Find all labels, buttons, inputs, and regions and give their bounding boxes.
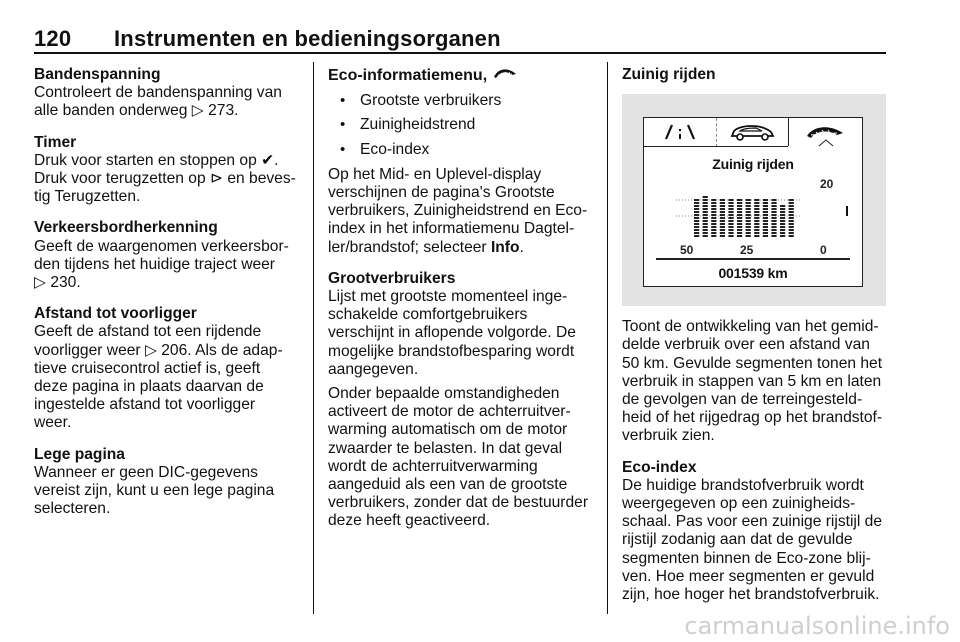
dic-screen bbox=[643, 117, 863, 287]
text-line: delde verbruik over een afstand van bbox=[622, 336, 870, 354]
text-line: ▷ 230. bbox=[34, 274, 81, 292]
bar-segment bbox=[780, 211, 785, 213]
section-heading-zuinig-rijden: Zuinig rijden bbox=[622, 66, 716, 83]
bar-segment bbox=[711, 208, 716, 210]
bar-segment bbox=[771, 205, 776, 207]
section bbox=[34, 219, 300, 292]
text-line: schakelde comfortgebruikers bbox=[328, 306, 528, 324]
bar-segment bbox=[746, 214, 751, 216]
histogram-bar bbox=[780, 205, 785, 237]
bar-segment bbox=[711, 205, 716, 207]
bar-segment bbox=[703, 196, 708, 198]
bar-segment bbox=[746, 232, 751, 234]
bar-segment bbox=[728, 235, 733, 237]
text-line: tig Terugzetten. bbox=[34, 188, 141, 206]
text-line: ven. Hoe meer segmenten er gevuld bbox=[622, 567, 875, 585]
bar-segment bbox=[728, 226, 733, 228]
histogram-bar bbox=[754, 199, 759, 237]
section-heading-eco-menu bbox=[328, 66, 594, 85]
list-item: • Grootste verbruikers bbox=[328, 92, 594, 110]
bar-segment bbox=[694, 214, 699, 216]
footer-watermark: carmanualsonline.info bbox=[684, 612, 950, 640]
text-line: heid of het rijgedrag op het brandstof- bbox=[622, 409, 883, 427]
bar-segment bbox=[789, 235, 794, 237]
bar-segment bbox=[711, 232, 716, 234]
bar-segment bbox=[763, 235, 768, 237]
bar-segment bbox=[771, 199, 776, 201]
bar-segment bbox=[728, 229, 733, 231]
text-line: segmenten binnen de Eco-zone blij- bbox=[622, 549, 871, 567]
bar-segment bbox=[720, 223, 725, 225]
header-rule bbox=[34, 52, 886, 54]
bar-segment bbox=[703, 208, 708, 210]
text-line: Op het Mid- en Uplevel-display bbox=[328, 165, 542, 183]
text-line: Geeft de afstand tot een rijdende bbox=[34, 323, 262, 341]
bar-segment bbox=[746, 226, 751, 228]
text-line: De huidige brandstofverbruik wordt bbox=[622, 476, 864, 494]
text-line: wordt de achterruitverwarming bbox=[328, 457, 538, 475]
odometer-readout: 001539 km bbox=[718, 265, 788, 282]
list-item: • Eco-index bbox=[328, 141, 594, 159]
bar-segment bbox=[737, 223, 742, 225]
bar-segment bbox=[728, 199, 733, 201]
text-line: warming automatisch om de motor bbox=[328, 421, 568, 439]
text-line: zijn, hoe hoger het brandstofverbruik. bbox=[622, 586, 880, 604]
histogram-bar bbox=[737, 199, 742, 237]
bar-segment bbox=[737, 214, 742, 216]
text-line: Druk voor terugzetten op ⊳ en beves- bbox=[34, 170, 296, 188]
bar-segment bbox=[754, 199, 759, 201]
bar-segment bbox=[728, 214, 733, 216]
section bbox=[34, 446, 300, 519]
text-line: weergegeven op een zuinigheids- bbox=[622, 495, 856, 513]
bar-segment bbox=[763, 223, 768, 225]
bar-segment bbox=[780, 229, 785, 231]
bar-segment bbox=[720, 229, 725, 231]
text-line: deze pagina in plaats daarvan de bbox=[34, 378, 264, 396]
bar-segment bbox=[728, 217, 733, 219]
bar-segment bbox=[703, 235, 708, 237]
histogram-bar bbox=[711, 199, 716, 237]
eco-leaf-icon bbox=[788, 118, 863, 146]
text-line: Druk voor starten en stoppen op ✔. bbox=[34, 151, 279, 169]
bar-segment bbox=[789, 211, 794, 213]
text-line: vereist zijn, kunt u een lege pagina bbox=[34, 482, 275, 500]
bar-segment bbox=[780, 232, 785, 234]
intro-paragraph bbox=[328, 166, 594, 257]
car-icon bbox=[716, 118, 788, 147]
bar-segment bbox=[694, 220, 699, 222]
bar-segment bbox=[737, 199, 742, 201]
bar-segment bbox=[703, 229, 708, 231]
bar-segment bbox=[763, 211, 768, 213]
bar-segment bbox=[737, 232, 742, 234]
bar-segment bbox=[728, 205, 733, 207]
bar-segment bbox=[789, 199, 794, 201]
text-span: ler/brandstof; selecteer bbox=[328, 238, 491, 256]
bar-segment bbox=[728, 232, 733, 234]
bar-segment bbox=[694, 202, 699, 204]
bar-segment bbox=[771, 232, 776, 234]
bar-segment bbox=[720, 232, 725, 234]
text-line: verschijnen de pagina's Grootste bbox=[328, 184, 555, 202]
bar-segment bbox=[780, 235, 785, 237]
bar-segment bbox=[746, 229, 751, 231]
bar-segment bbox=[746, 217, 751, 219]
text-line: tieve cruisecontrol actief is, geeft bbox=[34, 359, 261, 377]
bar-segment bbox=[754, 205, 759, 207]
bar-segment bbox=[703, 223, 708, 225]
bar-segment bbox=[737, 229, 742, 231]
column-middle bbox=[328, 66, 594, 544]
bar-segment bbox=[703, 211, 708, 213]
bar-segment bbox=[703, 205, 708, 207]
bar-segment bbox=[763, 214, 768, 216]
bar-segment bbox=[720, 226, 725, 228]
bar-segment bbox=[746, 205, 751, 207]
bar-segment bbox=[720, 199, 725, 201]
axis-tick-label: 0 bbox=[820, 243, 827, 257]
text-line: Geeft de waargenomen verkeersbor- bbox=[34, 237, 289, 255]
heading-text: Eco-informatiemenu, bbox=[328, 66, 488, 84]
text-line: de gevolgen van de terreingesteld- bbox=[622, 391, 863, 409]
bar-segment bbox=[780, 220, 785, 222]
section-heading: Bandenspanning bbox=[34, 66, 161, 83]
histogram-bar bbox=[703, 196, 708, 237]
bar-segment bbox=[771, 223, 776, 225]
bar-segment bbox=[754, 208, 759, 210]
text-line: Lijst met grootste momenteel inge- bbox=[328, 288, 568, 306]
bar-segment bbox=[763, 202, 768, 204]
bar-segment bbox=[746, 208, 751, 210]
bar-segment bbox=[789, 202, 794, 204]
eco-leaf-icon bbox=[492, 66, 518, 85]
text-line: Toont de ontwikkeling van het gemid- bbox=[622, 318, 879, 336]
bar-segment bbox=[694, 235, 699, 237]
text-line: schaal. Pas voor een zuinige rijstijl de bbox=[622, 513, 883, 531]
column-right bbox=[622, 66, 890, 617]
section-heading: Eco-index bbox=[622, 458, 697, 476]
bar-segment bbox=[737, 235, 742, 237]
bar-segment bbox=[711, 199, 716, 201]
text-line: Wanneer er geen DIC-gegevens bbox=[34, 463, 258, 481]
bar-segment bbox=[789, 208, 794, 210]
axis-tick-label: 50 bbox=[680, 243, 694, 257]
consumption-histogram bbox=[670, 176, 850, 256]
bar-segment bbox=[720, 235, 725, 237]
bar-segment bbox=[746, 199, 751, 201]
bar-segment bbox=[711, 211, 716, 213]
eco-menu-list bbox=[328, 92, 594, 159]
bar-segment bbox=[703, 226, 708, 228]
bar-segment bbox=[694, 232, 699, 234]
screen-tabs bbox=[644, 118, 862, 146]
bar-segment bbox=[780, 208, 785, 210]
text-line: voorligger weer ▷ 206. Als de adap- bbox=[34, 341, 283, 359]
text-line: deze heeft geactiveerd. bbox=[328, 512, 491, 530]
bar-segment bbox=[771, 214, 776, 216]
text-line: index in het informatiemenu Dagtel- bbox=[328, 220, 575, 238]
bar-segment bbox=[780, 205, 785, 207]
section-heading: Afstand tot voorligger bbox=[34, 305, 197, 323]
bar-segment bbox=[754, 232, 759, 234]
display-illustration bbox=[622, 94, 886, 306]
bar-segment bbox=[720, 208, 725, 210]
column-divider bbox=[313, 62, 314, 614]
bar-segment bbox=[763, 199, 768, 201]
text-line: selecteren. bbox=[34, 500, 111, 518]
text-line: verbruik zien. bbox=[622, 427, 715, 445]
histogram-bar bbox=[763, 199, 768, 237]
bar-segment bbox=[754, 229, 759, 231]
section-eco-index bbox=[622, 459, 890, 605]
column-divider bbox=[607, 62, 608, 614]
bar-segment bbox=[711, 217, 716, 219]
bar-segment bbox=[720, 211, 725, 213]
bar-segment bbox=[703, 214, 708, 216]
text-line: verbruikers, zonder dat de bestuurder bbox=[328, 494, 589, 512]
scroll-indicator bbox=[846, 206, 848, 216]
histogram-bar bbox=[746, 199, 751, 237]
bar-segment bbox=[728, 223, 733, 225]
section bbox=[34, 134, 300, 207]
bar-segment bbox=[763, 205, 768, 207]
text-line: den tijdens het huidige traject weer bbox=[34, 255, 275, 273]
bar-segment bbox=[789, 232, 794, 234]
histogram-bar bbox=[789, 199, 794, 237]
bar-segment bbox=[694, 229, 699, 231]
bar-segment bbox=[703, 217, 708, 219]
section-heading: Lege pagina bbox=[34, 445, 125, 463]
bar-segment bbox=[763, 220, 768, 222]
bar-segment bbox=[771, 235, 776, 237]
bar-segment bbox=[737, 226, 742, 228]
bar-segment bbox=[703, 202, 708, 204]
column-left bbox=[34, 66, 300, 531]
bar-segment bbox=[780, 226, 785, 228]
histogram-bar bbox=[728, 199, 733, 237]
bar-segment bbox=[720, 217, 725, 219]
bar-segment bbox=[771, 211, 776, 213]
bar-segment bbox=[789, 229, 794, 231]
scale-max-label: 20 bbox=[820, 177, 834, 192]
text-span: . bbox=[519, 238, 524, 256]
bar-segment bbox=[711, 202, 716, 204]
bar-segment bbox=[746, 235, 751, 237]
bar-segment bbox=[737, 217, 742, 219]
section bbox=[34, 305, 300, 432]
page-number: 120 bbox=[34, 26, 72, 51]
text-line: verbruikers, Zuinigheidstrend en Eco- bbox=[328, 202, 588, 220]
bar-segment bbox=[780, 214, 785, 216]
bar-segment bbox=[694, 199, 699, 201]
bar-segment bbox=[771, 226, 776, 228]
axis-tick-label: 25 bbox=[740, 243, 754, 257]
text-line: verschijnt in aflopende volgorde. De bbox=[328, 324, 576, 342]
bar-segment bbox=[754, 211, 759, 213]
bar-segment bbox=[746, 202, 751, 204]
bar-segment bbox=[771, 229, 776, 231]
bar-segment bbox=[754, 214, 759, 216]
bar-segment bbox=[720, 214, 725, 216]
bar-segment bbox=[754, 220, 759, 222]
zuinig-rijden-paragraph bbox=[622, 318, 890, 445]
text-line: aangegeven. bbox=[328, 360, 419, 378]
bar-segment bbox=[737, 208, 742, 210]
text-line: weer. bbox=[34, 414, 72, 432]
bar-segment bbox=[694, 208, 699, 210]
bar-segment bbox=[720, 220, 725, 222]
bar-segment bbox=[754, 226, 759, 228]
bar-segment bbox=[711, 220, 716, 222]
bar-segment bbox=[754, 202, 759, 204]
text-line: Onder bepaalde omstandigheden bbox=[328, 385, 560, 403]
bar-segment bbox=[763, 232, 768, 234]
bar-segment bbox=[703, 232, 708, 234]
bar-segment bbox=[737, 205, 742, 207]
bar-segment bbox=[711, 229, 716, 231]
bar-segment bbox=[711, 226, 716, 228]
bar-segment bbox=[720, 202, 725, 204]
bar-segment bbox=[780, 223, 785, 225]
bar-segment bbox=[754, 217, 759, 219]
bar-segment bbox=[789, 214, 794, 216]
bar-segment bbox=[737, 220, 742, 222]
histogram-bar bbox=[720, 199, 725, 237]
odometer-rule bbox=[656, 258, 850, 260]
bar-segment bbox=[746, 220, 751, 222]
bar-segment bbox=[711, 223, 716, 225]
text-line: aangeduid als een van de grootste bbox=[328, 476, 568, 494]
bar-segment bbox=[711, 214, 716, 216]
trip-gauge-icon bbox=[644, 118, 717, 147]
histogram-bar bbox=[771, 199, 776, 237]
bar-segment bbox=[771, 208, 776, 210]
text-line bbox=[328, 239, 594, 257]
bar-segment bbox=[789, 217, 794, 219]
bar-segment bbox=[720, 205, 725, 207]
bar-segment bbox=[763, 217, 768, 219]
histogram-bar bbox=[694, 199, 699, 237]
text-line: alle banden onderweg ▷ 273. bbox=[34, 102, 239, 120]
menu-item-name: Info bbox=[490, 238, 520, 256]
text-line: ingestelde afstand tot voorligger bbox=[34, 396, 256, 414]
bar-segment bbox=[737, 211, 742, 213]
bar-segment bbox=[789, 205, 794, 207]
bar-segment bbox=[694, 226, 699, 228]
section-grootverbruikers bbox=[328, 270, 594, 531]
text-line: rijstijl zodanig aan dat de gevulde bbox=[622, 531, 853, 549]
section bbox=[34, 66, 300, 121]
bar-segment bbox=[694, 223, 699, 225]
bar-segment bbox=[711, 235, 716, 237]
bar-segment bbox=[789, 226, 794, 228]
section-heading: Grootverbruikers bbox=[328, 269, 456, 287]
bar-segment bbox=[728, 208, 733, 210]
bar-segment bbox=[771, 202, 776, 204]
screen-title: Zuinig rijden bbox=[712, 156, 794, 173]
bar-segment bbox=[789, 223, 794, 225]
bar-segment bbox=[780, 217, 785, 219]
text-line: Controleert de bandenspanning van bbox=[34, 84, 282, 102]
bar-segment bbox=[737, 202, 742, 204]
bar-segment bbox=[694, 205, 699, 207]
bar-segment bbox=[694, 217, 699, 219]
bar-segment bbox=[763, 208, 768, 210]
bar-segment bbox=[763, 226, 768, 228]
bar-segment bbox=[746, 223, 751, 225]
bar-segment bbox=[694, 211, 699, 213]
bar-segment bbox=[728, 211, 733, 213]
text-line: activeert de motor de achterruitver- bbox=[328, 403, 571, 421]
bar-segment bbox=[789, 220, 794, 222]
page-title: Instrumenten en bedieningsorganen bbox=[114, 26, 501, 51]
bar-segment bbox=[771, 217, 776, 219]
section-heading: Timer bbox=[34, 133, 77, 151]
bar-segment bbox=[728, 202, 733, 204]
bar-segment bbox=[703, 220, 708, 222]
text-line: zwaarder te belasten. In dat geval bbox=[328, 439, 563, 457]
text-line: verbruik in stappen van 5 km en laten bbox=[622, 372, 882, 390]
bar-segment bbox=[754, 235, 759, 237]
bar-segment bbox=[763, 229, 768, 231]
list-item: • Zuinigheidstrend bbox=[328, 116, 594, 134]
bar-segment bbox=[746, 211, 751, 213]
section-heading: Verkeersbordherkenning bbox=[34, 219, 218, 237]
bar-segment bbox=[771, 220, 776, 222]
bar-segment bbox=[754, 223, 759, 225]
bar-segment bbox=[703, 199, 708, 201]
bar-segment bbox=[728, 220, 733, 222]
text-line: 50 km. Gevulde segmenten tonen het bbox=[622, 354, 883, 372]
text-line: mogelijke brandstofbesparing wordt bbox=[328, 342, 575, 360]
